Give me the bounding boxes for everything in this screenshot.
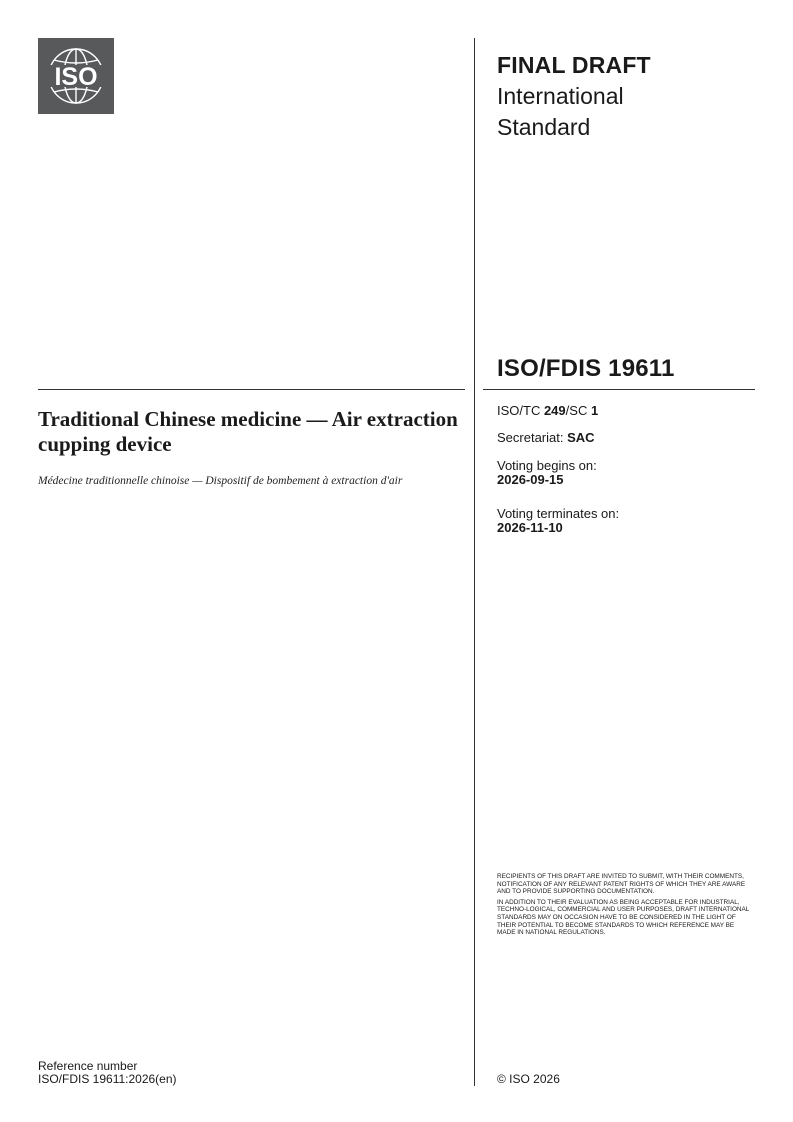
- disclaimer-paragraph-2: IN ADDITION TO THEIR EVALUATION AS BEING ACCEPTABLE FOR INDUSTRIAL, TECHNO-LOGICAL, COMMERCIAL AND USER PURPOSES, DRAFT INTERNATIONAL STANDARDS MAY ON OCCASION HAVE TO BE CONSIDERED IN THE LIGHT OF THEIR POTENTIAL TO BECOME STANDARDS TO WHICH REFERENCE MAY BE MADE IN NATIONAL REGULATIONS.: [497, 898, 750, 937]
- voting-begins-label: Voting begins on:: [497, 458, 597, 473]
- horizontal-divider-left: [38, 389, 465, 390]
- draft-disclaimer: [497, 873, 752, 940]
- voting-ends-label: Voting terminates on:: [497, 506, 620, 521]
- iso-logo: [38, 38, 114, 114]
- french-title: Médecine traditionnelle chinoise — Dispositif de bombement à extraction d'air: [38, 475, 403, 487]
- reference-number-block: [38, 1060, 177, 1086]
- status-line-international: International: [497, 83, 624, 109]
- iso-globe-icon: [38, 38, 114, 114]
- voting-ends-date: 2026-11-10: [497, 520, 563, 535]
- technical-committee: [497, 404, 747, 418]
- secretariat: [497, 431, 747, 445]
- secretariat-value: SAC: [567, 430, 595, 445]
- sc-number: 1: [590, 403, 599, 418]
- voting-begins: [497, 459, 747, 487]
- sc-prefix: /SC: [565, 403, 591, 418]
- vertical-divider: [474, 38, 475, 1086]
- status-line-final-draft: FINAL DRAFT: [497, 52, 651, 78]
- tc-number: 249: [543, 403, 566, 418]
- secretariat-label: Secretariat:: [497, 430, 568, 445]
- iso-logo-text: ISO: [54, 63, 98, 91]
- copyright-notice: © ISO 2026: [497, 1072, 560, 1086]
- reference-value: ISO/FDIS 19611:2026(en): [38, 1072, 177, 1086]
- voting-terminates: [497, 507, 747, 535]
- voting-begins-date: 2026-09-15: [497, 472, 564, 487]
- reference-label: Reference number: [38, 1059, 138, 1073]
- tc-prefix: ISO/TC: [497, 403, 544, 418]
- english-title: Traditional Chinese medicine — Air extraction cupping device: [38, 407, 458, 456]
- horizontal-divider-right: [483, 389, 755, 390]
- status-line-standard: Standard: [497, 114, 591, 140]
- disclaimer-paragraph-1: RECIPIENTS OF THIS DRAFT ARE INVITED TO SUBMIT, WITH THEIR COMMENTS, NOTIFICATION OF ANY RELEVANT PATENT RIGHTS OF WHICH THEY ARE AWARE AND TO PROVIDE SUPPORTING DOCUMENTATION.: [497, 873, 746, 896]
- document-status-heading: [497, 50, 757, 143]
- document-number: ISO/FDIS 19611: [497, 355, 675, 382]
